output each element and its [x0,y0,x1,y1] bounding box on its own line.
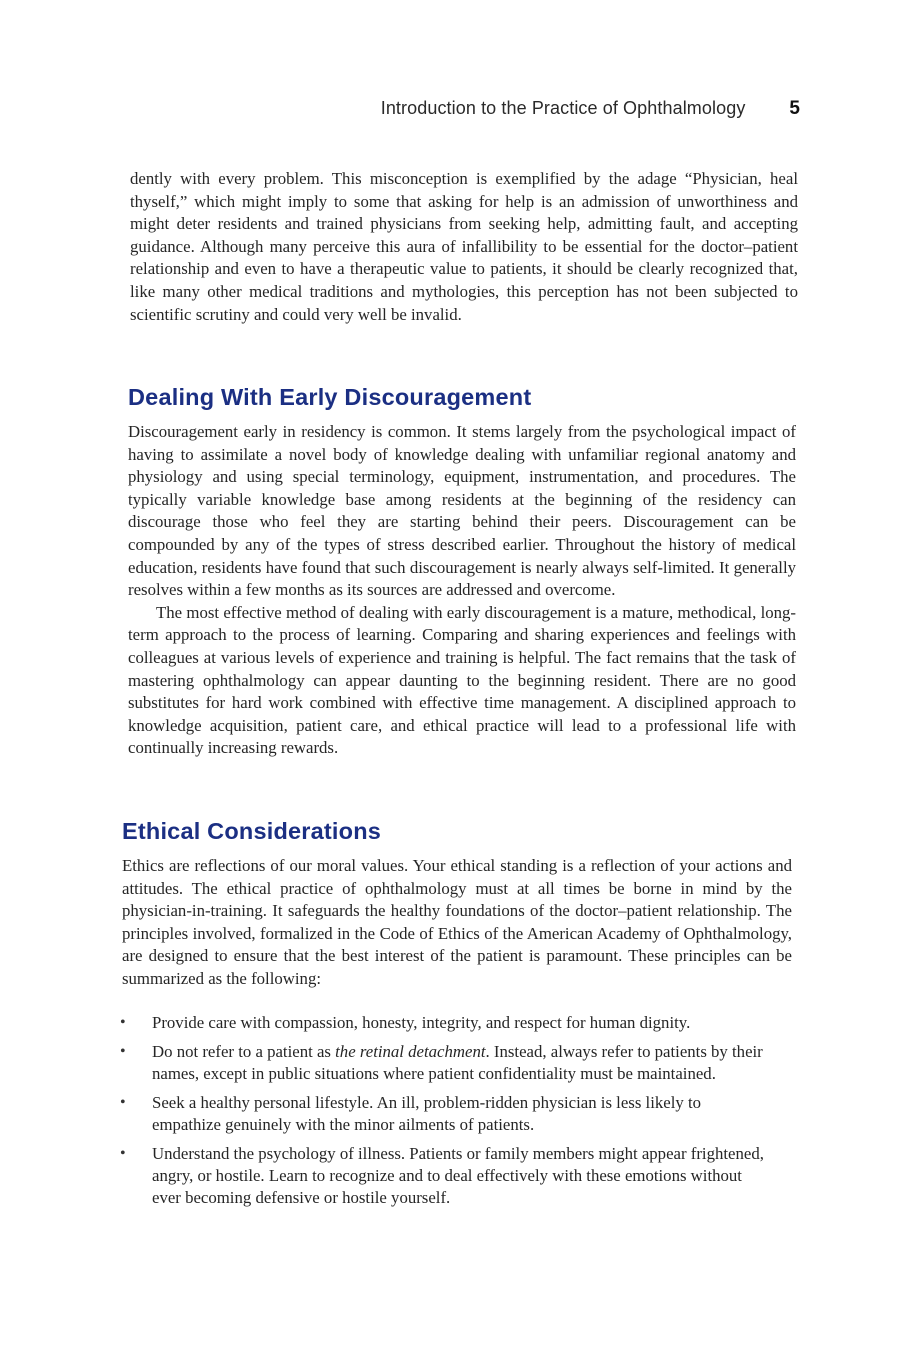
discouragement-section-body [128,421,796,760]
running-head [120,98,800,120]
bullet-icon: • [120,1043,126,1060]
list-item [118,1092,774,1136]
running-head-title: Introduction to the Practice of Ophthalmology [380,98,746,118]
list-item [118,1041,774,1085]
ethics-principles-list [118,1012,774,1216]
bullet-icon: • [120,1094,126,1111]
list-item-text: Seek a healthy personal lifestyle. An ill, problem-ridden physician is less likely to empathize genuinely with the minor ailments of patients. [152,1093,702,1134]
section-heading-discouragement: Dealing With Early Discouragement [128,384,532,410]
list-item-text-after: . Instead, always refer to patients by their names, except in public situations where patient confidentiality must be maintained. [152,1042,763,1083]
discouragement-paragraph-2: The most effective method of dealing with early discouragement is a mature, methodical, long-term approach to the process of learning. Comparing and sharing experiences and feelings with colleagues at various levels of experience and training is helpful. The fact remains that the task of mastering ophthalmology can appear daunting to the beginning resident. There are no good substitutes for hard work combined with effective time management. A disciplined approach to knowledge acquisition, patient care, and ethical practice will lead to a professional life with continually increasing rewards. [128,602,796,758]
list-item-emphasis: the retinal detachment [335,1042,486,1061]
page-number: 5 [789,98,800,119]
list-item-text: Understand the psychology of illness. Patients or family members might appear frightened, angry, or hostile. Learn to recognize and to deal effectively with these emotions without ever becoming defensive or hostile yourself. [152,1144,764,1207]
bullet-icon: • [120,1014,126,1031]
section-heading-ethics: Ethical Considerations [122,818,382,844]
continued-text-block [130,168,798,326]
list-item [118,1012,774,1034]
list-item [118,1143,774,1209]
continued-paragraph: dently with every problem. This misconception is exemplified by the adage “Physician, heal thyself,” which might imply to some that asking for help is an admission of unworthiness and might deter residents and trained physicians from seeking help, admitting fault, and accepting guidance. Although many perceive this aura of infallibility to be essential for the doctor–patient relationship and even to have a therapeutic value to patients, it should be clearly recognized that, like many other medical traditions and mythologies, this perception has not been subjected to scientific scrutiny and could very well be invalid. [130,169,798,324]
list-item-text-before: Do not refer to a patient as [152,1042,336,1061]
list-item-text: Provide care with compassion, honesty, integrity, and respect for human dignity. [152,1013,691,1032]
ethics-section-body [122,855,792,991]
bullet-icon: • [120,1145,126,1162]
discouragement-paragraph-1: Discouragement early in residency is common. It stems largely from the psychological impact of having to assimilate a novel body of knowledge dealing with unfamiliar regional anatomy and physiology and using special terminology, equipment, instrumentation, and procedures. The typically variable knowledge base among residents at the beginning of the residency can discourage those who feel they are starting behind their peers. Discouragement can be compounded by any of the types of stress described earlier. Throughout the history of medical education, residents have found that such discouragement is nearly always self-limited. It generally resolves within a few months as its sources are addressed and overcome. [128,422,796,600]
ethics-intro-paragraph: Ethics are reflections of our moral values. Your ethical standing is a reflection of your actions and attitudes. The ethical practice of ophthalmology must at all times be borne in mind by the physician-in-training. It safeguards the healthy foundations of the doctor–patient relationship. The principles involved, formalized in the Code of Ethics of the American Academy of Ophthalmology, are designed to ensure that the best interest of the patient is paramount. These principles can be summarized as the following: [122,856,792,988]
